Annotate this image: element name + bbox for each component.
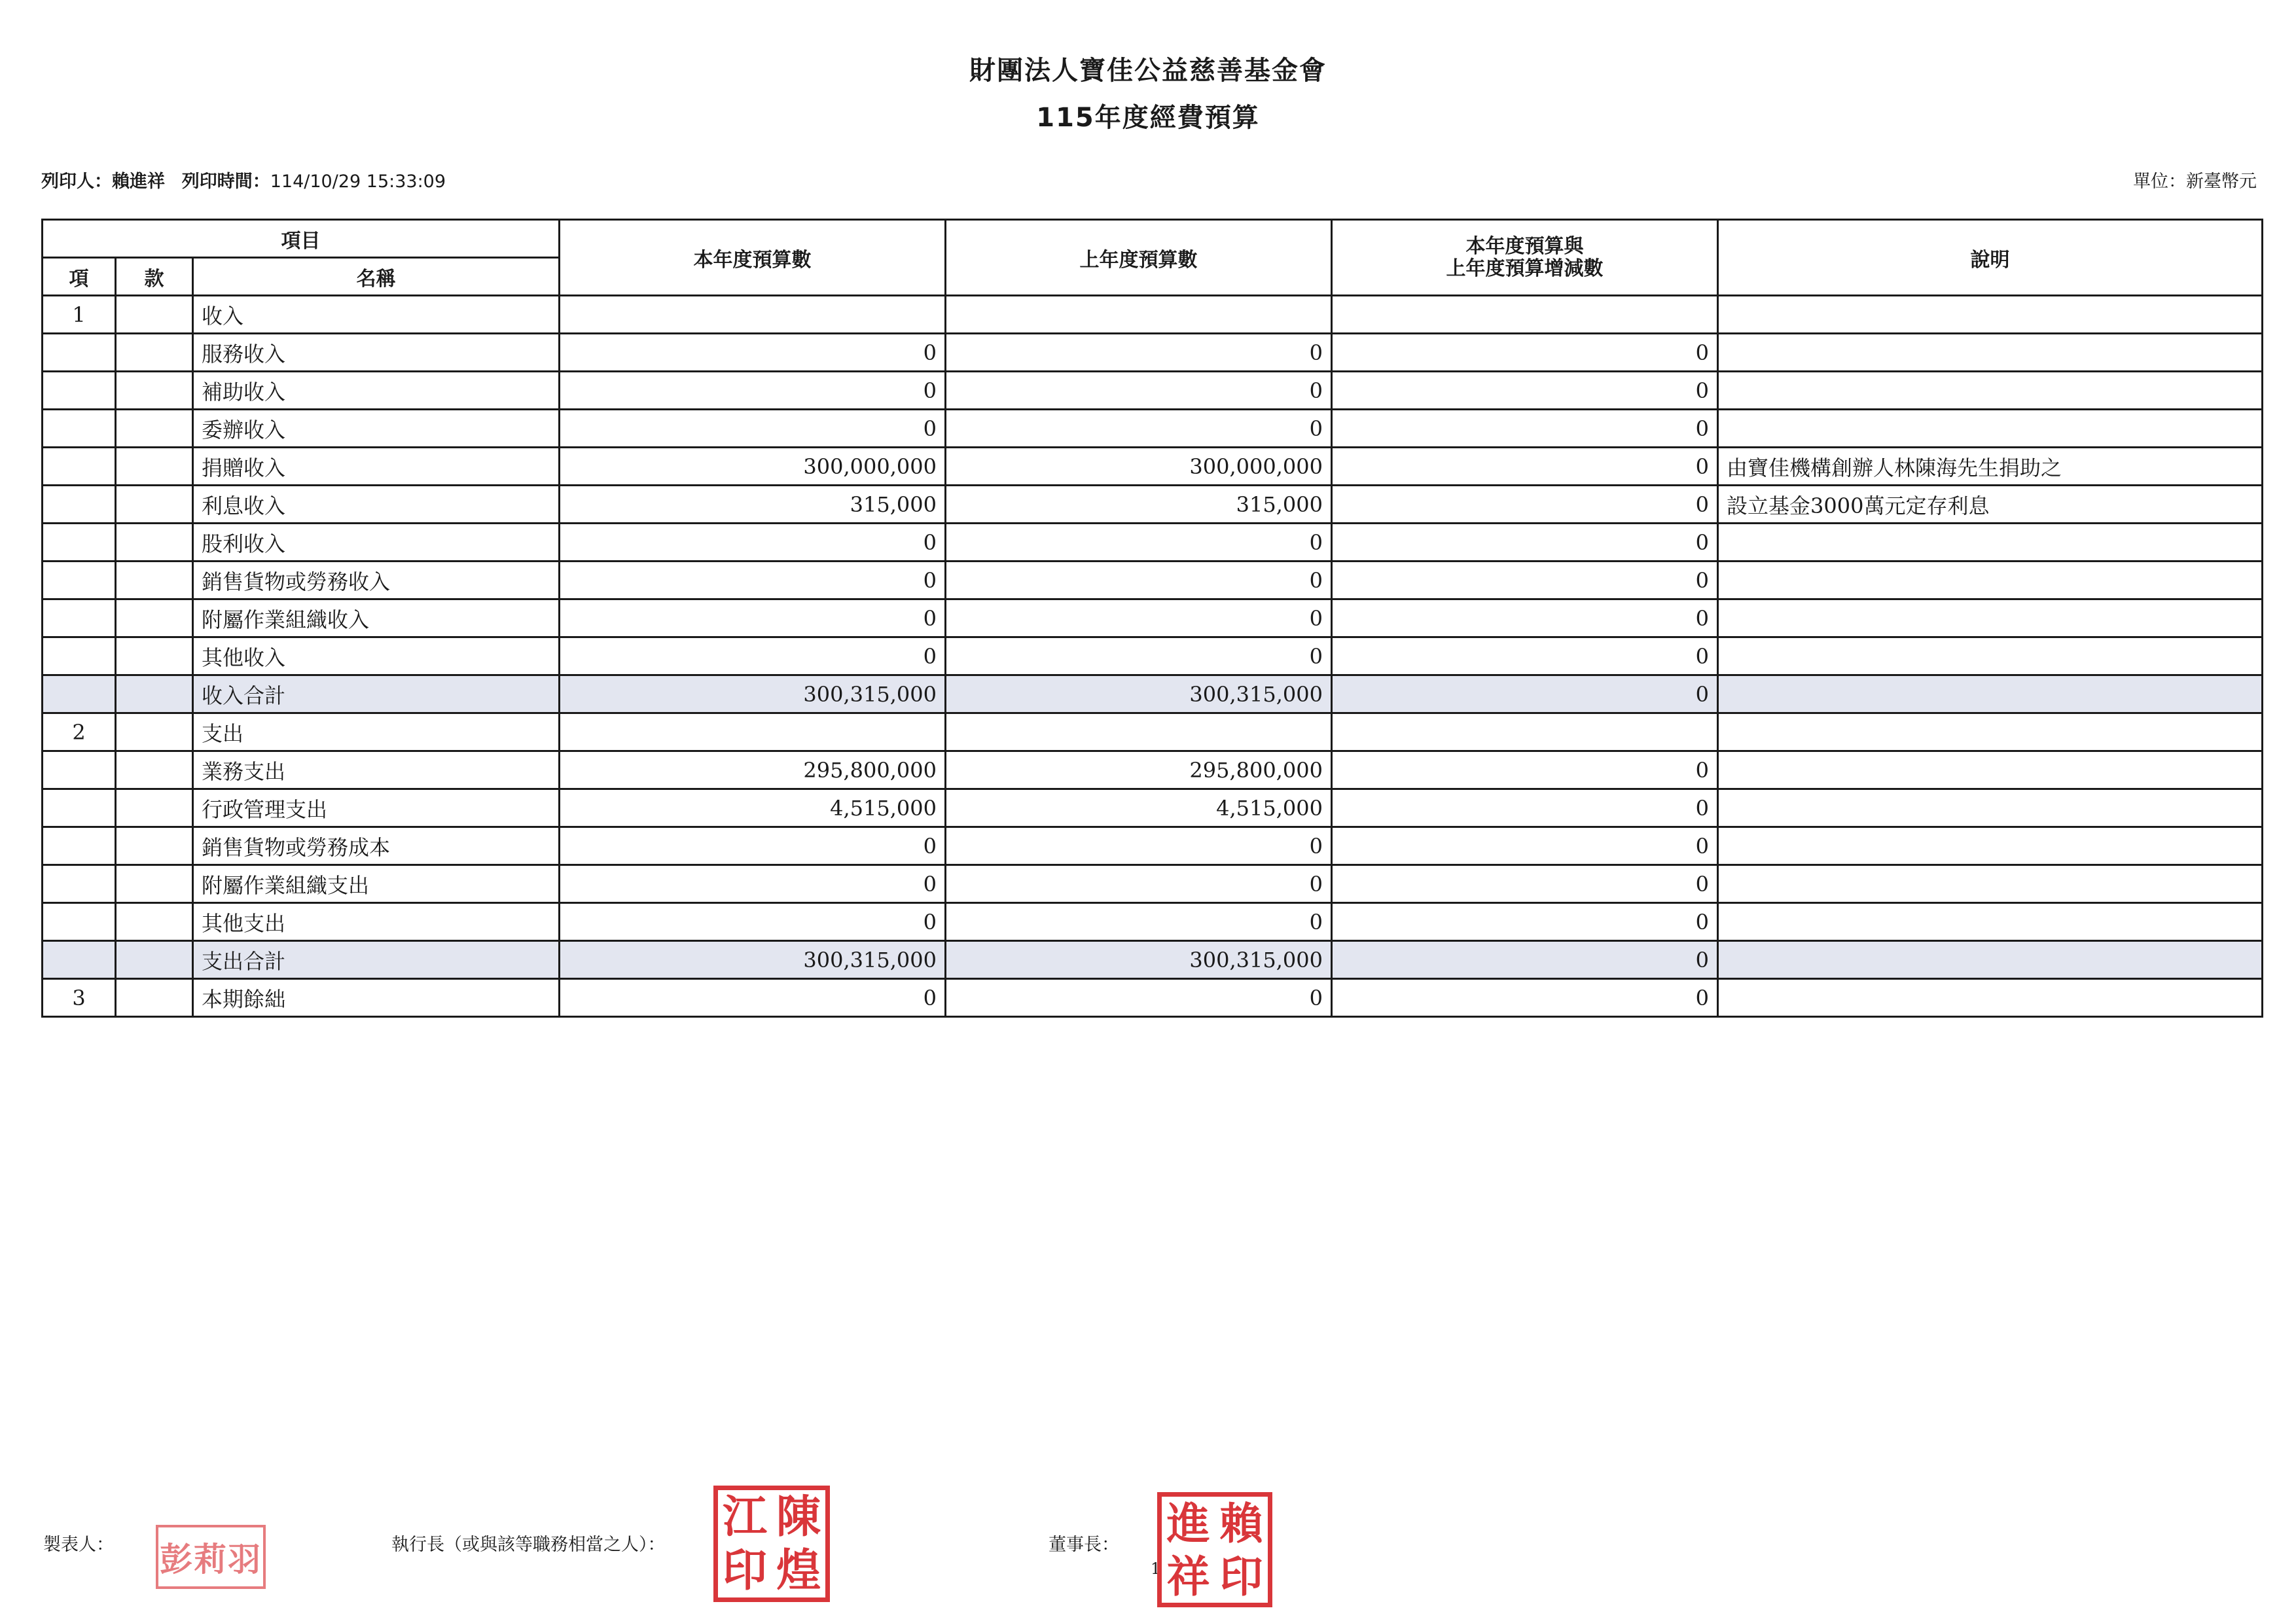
currency-unit: 單位：新臺幣元 bbox=[2133, 171, 2257, 192]
cell-note: 設立基金3000萬元定存利息 bbox=[1718, 486, 2263, 524]
cell-current: 0 bbox=[560, 865, 946, 903]
cell-current: 0 bbox=[560, 562, 946, 599]
cell-previous: 300,315,000 bbox=[946, 675, 1332, 713]
cell-note bbox=[1718, 865, 2263, 903]
cell-name: 利息收入 bbox=[193, 486, 560, 524]
cell-sub bbox=[116, 296, 193, 334]
cell-sub bbox=[116, 789, 193, 827]
cell-current: 295,800,000 bbox=[560, 751, 946, 789]
cell-note: 由寶佳機構創辦人林陳海先生捐助之 bbox=[1718, 448, 2263, 486]
cell-name: 捐贈收入 bbox=[193, 448, 560, 486]
cell-previous: 0 bbox=[946, 410, 1332, 448]
seal-char: 陳 bbox=[776, 1491, 821, 1543]
cell-current: 300,315,000 bbox=[560, 675, 946, 713]
cell-note bbox=[1718, 979, 2263, 1017]
cell-name: 其他支出 bbox=[193, 903, 560, 941]
total-row-expense bbox=[43, 941, 2263, 979]
table-row bbox=[43, 372, 2263, 410]
cell-name: 支出合計 bbox=[193, 941, 560, 979]
table-row bbox=[43, 599, 2263, 637]
seal-char: 印 bbox=[1219, 1550, 1263, 1602]
cell-current bbox=[560, 296, 946, 334]
cell-previous: 295,800,000 bbox=[946, 751, 1332, 789]
table-row bbox=[43, 789, 2263, 827]
cell-sub bbox=[116, 637, 193, 675]
header-name: 名稱 bbox=[193, 258, 560, 296]
cell-diff bbox=[1332, 713, 1718, 751]
cell-sub bbox=[116, 903, 193, 941]
cell-previous: 0 bbox=[946, 979, 1332, 1017]
table-row bbox=[43, 751, 2263, 789]
header-current-budget: 本年度預算數 bbox=[560, 220, 946, 296]
table-row bbox=[43, 448, 2263, 486]
table-row bbox=[43, 296, 2263, 334]
cell-item bbox=[43, 334, 116, 372]
cell-name: 股利收入 bbox=[193, 524, 560, 562]
cell-diff: 0 bbox=[1332, 599, 1718, 637]
cell-name: 委辦收入 bbox=[193, 410, 560, 448]
cell-current: 0 bbox=[560, 410, 946, 448]
cell-name: 支出 bbox=[193, 713, 560, 751]
cell-current: 0 bbox=[560, 599, 946, 637]
page-number: 1 bbox=[1151, 1560, 1161, 1578]
cell-previous: 0 bbox=[946, 903, 1332, 941]
cell-name: 收入合計 bbox=[193, 675, 560, 713]
cell-note bbox=[1718, 524, 2263, 562]
cell-sub bbox=[116, 941, 193, 979]
cell-sub bbox=[116, 372, 193, 410]
table-row bbox=[43, 524, 2263, 562]
organization-title: 財團法人寶佳公益慈善基金會 bbox=[969, 56, 1327, 86]
cell-diff: 0 bbox=[1332, 827, 1718, 865]
cell-name: 附屬作業組織支出 bbox=[193, 865, 560, 903]
header-previous-budget: 上年度預算數 bbox=[946, 220, 1332, 296]
chairman-label: 董事長： bbox=[1049, 1535, 1119, 1555]
cell-note bbox=[1718, 827, 2263, 865]
cell-diff: 0 bbox=[1332, 637, 1718, 675]
cell-name: 其他收入 bbox=[193, 637, 560, 675]
cell-item bbox=[43, 903, 116, 941]
cell-diff: 0 bbox=[1332, 979, 1718, 1017]
cell-item bbox=[43, 675, 116, 713]
cell-name: 本期餘絀 bbox=[193, 979, 560, 1017]
cell-item bbox=[43, 562, 116, 599]
cell-sub bbox=[116, 827, 193, 865]
cell-previous: 0 bbox=[946, 637, 1332, 675]
cell-previous: 315,000 bbox=[946, 486, 1332, 524]
cell-note bbox=[1718, 713, 2263, 751]
cell-note bbox=[1718, 751, 2263, 789]
cell-sub bbox=[116, 334, 193, 372]
header-item-group: 項目 bbox=[43, 220, 560, 258]
cell-item: 3 bbox=[43, 979, 116, 1017]
cell-current: 300,000,000 bbox=[560, 448, 946, 486]
cell-sub bbox=[116, 865, 193, 903]
cell-diff: 0 bbox=[1332, 789, 1718, 827]
cell-note bbox=[1718, 334, 2263, 372]
cell-sub bbox=[116, 713, 193, 751]
cell-item bbox=[43, 410, 116, 448]
cell-item bbox=[43, 789, 116, 827]
cell-previous: 0 bbox=[946, 524, 1332, 562]
cell-name: 收入 bbox=[193, 296, 560, 334]
cell-sub bbox=[116, 524, 193, 562]
cell-diff bbox=[1332, 296, 1718, 334]
total-row-income bbox=[43, 675, 2263, 713]
table-row bbox=[43, 486, 2263, 524]
cell-sub bbox=[116, 486, 193, 524]
cell-note bbox=[1718, 789, 2263, 827]
cell-current: 0 bbox=[560, 979, 946, 1017]
seal-char: 江 bbox=[722, 1491, 767, 1543]
cell-name: 附屬作業組織收入 bbox=[193, 599, 560, 637]
seal-char: 賴 bbox=[1219, 1497, 1263, 1549]
cell-diff: 0 bbox=[1332, 410, 1718, 448]
cell-previous: 4,515,000 bbox=[946, 789, 1332, 827]
cell-sub bbox=[116, 448, 193, 486]
cell-previous: 0 bbox=[946, 334, 1332, 372]
cell-diff: 0 bbox=[1332, 865, 1718, 903]
cell-name: 業務支出 bbox=[193, 751, 560, 789]
cell-diff: 0 bbox=[1332, 675, 1718, 713]
cell-note bbox=[1718, 410, 2263, 448]
budget-rows bbox=[43, 296, 2263, 1017]
header-diff-line2: 上年度預算增減數 bbox=[1446, 257, 1604, 280]
header-item: 項 bbox=[43, 258, 116, 296]
table-row bbox=[43, 827, 2263, 865]
cell-item bbox=[43, 486, 116, 524]
cell-note bbox=[1718, 562, 2263, 599]
cell-item bbox=[43, 599, 116, 637]
cell-previous: 0 bbox=[946, 599, 1332, 637]
cell-note bbox=[1718, 675, 2263, 713]
report-title: 115年度經費預算 bbox=[1036, 103, 1260, 133]
cell-name: 行政管理支出 bbox=[193, 789, 560, 827]
printer-name: 賴進祥 bbox=[112, 171, 165, 192]
printer-label: 列印人： bbox=[41, 171, 112, 192]
cell-current: 0 bbox=[560, 903, 946, 941]
chairman-seal-icon bbox=[1157, 1492, 1272, 1607]
cell-diff: 0 bbox=[1332, 334, 1718, 372]
table-row bbox=[43, 637, 2263, 675]
cell-item bbox=[43, 865, 116, 903]
cell-note bbox=[1718, 372, 2263, 410]
cell-previous: 300,000,000 bbox=[946, 448, 1332, 486]
cell-diff: 0 bbox=[1332, 448, 1718, 486]
print-time: 114/10/29 15:33:09 bbox=[270, 171, 446, 192]
cell-diff: 0 bbox=[1332, 562, 1718, 599]
ceo-seal-icon bbox=[713, 1486, 830, 1602]
cell-note bbox=[1718, 599, 2263, 637]
cell-diff: 0 bbox=[1332, 903, 1718, 941]
cell-current: 0 bbox=[560, 637, 946, 675]
cell-item bbox=[43, 637, 116, 675]
print-time-label: 列印時間： bbox=[181, 171, 270, 192]
preparer-seal-icon: 彭莉羽 bbox=[156, 1525, 266, 1589]
cell-diff: 0 bbox=[1332, 486, 1718, 524]
cell-diff: 0 bbox=[1332, 524, 1718, 562]
cell-current: 0 bbox=[560, 524, 946, 562]
cell-current: 0 bbox=[560, 827, 946, 865]
cell-sub bbox=[116, 751, 193, 789]
cell-name: 銷售貨物或勞務收入 bbox=[193, 562, 560, 599]
cell-note bbox=[1718, 903, 2263, 941]
header-note: 說明 bbox=[1718, 220, 2263, 296]
cell-item bbox=[43, 372, 116, 410]
cell-item bbox=[43, 827, 116, 865]
cell-name: 銷售貨物或勞務成本 bbox=[193, 827, 560, 865]
cell-current: 0 bbox=[560, 334, 946, 372]
cell-diff: 0 bbox=[1332, 372, 1718, 410]
cell-current: 300,315,000 bbox=[560, 941, 946, 979]
cell-previous: 0 bbox=[946, 865, 1332, 903]
cell-name: 服務收入 bbox=[193, 334, 560, 372]
cell-previous: 0 bbox=[946, 562, 1332, 599]
cell-name: 補助收入 bbox=[193, 372, 560, 410]
cell-previous: 0 bbox=[946, 827, 1332, 865]
cell-sub bbox=[116, 979, 193, 1017]
cell-previous bbox=[946, 296, 1332, 334]
table-row bbox=[43, 903, 2263, 941]
cell-item bbox=[43, 448, 116, 486]
cell-sub bbox=[116, 675, 193, 713]
header-sub: 款 bbox=[116, 258, 193, 296]
cell-sub bbox=[116, 410, 193, 448]
table-row bbox=[43, 865, 2263, 903]
cell-item bbox=[43, 941, 116, 979]
header-diff-line1: 本年度預算與 bbox=[1465, 234, 1584, 258]
print-info bbox=[41, 167, 446, 192]
table-row bbox=[43, 713, 2263, 751]
table-row bbox=[43, 334, 2263, 372]
cell-previous: 0 bbox=[946, 372, 1332, 410]
cell-item: 1 bbox=[43, 296, 116, 334]
cell-item bbox=[43, 751, 116, 789]
table-row bbox=[43, 979, 2263, 1017]
cell-current bbox=[560, 713, 946, 751]
ceo-label: 執行長（或與該等職務相當之人）： bbox=[391, 1535, 666, 1555]
table-row bbox=[43, 562, 2263, 599]
cell-sub bbox=[116, 599, 193, 637]
cell-note bbox=[1718, 296, 2263, 334]
seal-char: 印 bbox=[722, 1544, 767, 1597]
cell-previous bbox=[946, 713, 1332, 751]
seal-char: 進 bbox=[1166, 1497, 1210, 1549]
seal-char: 祥 bbox=[1166, 1550, 1210, 1602]
cell-previous: 300,315,000 bbox=[946, 941, 1332, 979]
budget-table bbox=[41, 219, 2263, 1018]
cell-sub bbox=[116, 562, 193, 599]
table-row bbox=[43, 410, 2263, 448]
cell-note bbox=[1718, 941, 2263, 979]
header-budget-difference bbox=[1332, 220, 1718, 296]
cell-current: 0 bbox=[560, 372, 946, 410]
seal-char: 煌 bbox=[776, 1544, 821, 1597]
cell-current: 4,515,000 bbox=[560, 789, 946, 827]
cell-item bbox=[43, 524, 116, 562]
preparer-label: 製表人： bbox=[43, 1535, 114, 1555]
cell-current: 315,000 bbox=[560, 486, 946, 524]
cell-note bbox=[1718, 637, 2263, 675]
cell-diff: 0 bbox=[1332, 941, 1718, 979]
cell-diff: 0 bbox=[1332, 751, 1718, 789]
cell-item: 2 bbox=[43, 713, 116, 751]
